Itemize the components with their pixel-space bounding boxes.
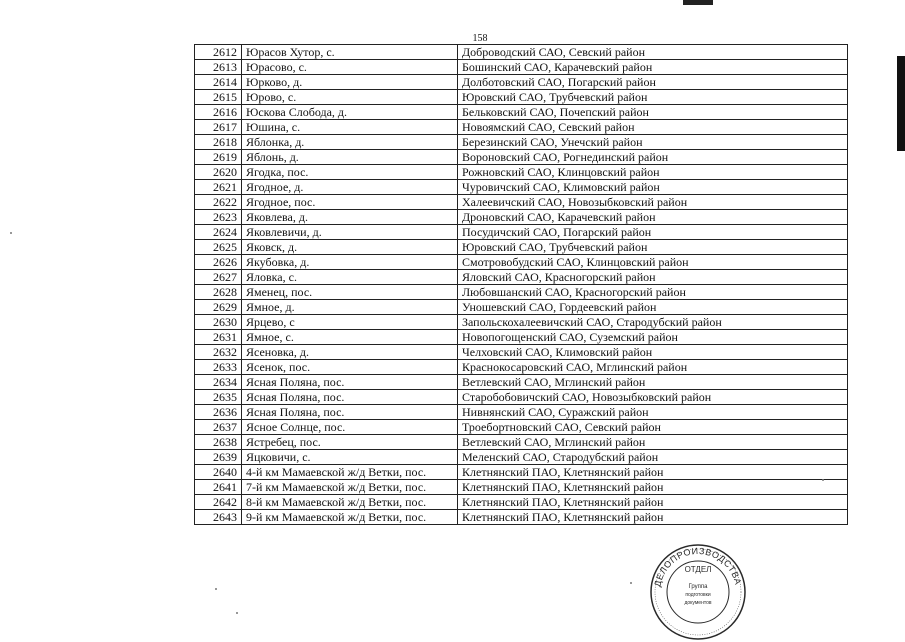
settlement-name: Ясная Поляна, пос. [242, 375, 458, 390]
row-number: 2636 [195, 405, 242, 420]
district-affiliation: Смотровобудский САО, Клинцовский район [458, 255, 848, 270]
settlement-name: 9-й км Мамаевской ж/д Ветки, пос. [242, 510, 458, 525]
table-row [195, 240, 848, 255]
district-affiliation: Яловский САО, Красногорский район [458, 270, 848, 285]
table-row [195, 330, 848, 345]
district-affiliation: Нивнянский САО, Суражский район [458, 405, 848, 420]
official-stamp [648, 542, 748, 642]
settlement-name: Юрасово, с. [242, 60, 458, 75]
row-number: 2612 [195, 45, 242, 60]
settlement-name: 7-й км Мамаевской ж/д Ветки, пос. [242, 480, 458, 495]
settlement-name: Юрасов Хутор, с. [242, 45, 458, 60]
district-affiliation: Долботовский САО, Погарский район [458, 75, 848, 90]
scan-speck [10, 232, 12, 234]
scan-edge-bar [897, 56, 905, 151]
row-number: 2627 [195, 270, 242, 285]
row-number: 2623 [195, 210, 242, 225]
settlement-name: Юрово, с. [242, 90, 458, 105]
settlement-name: Ясное Солнце, пос. [242, 420, 458, 435]
district-affiliation: Чуровичский САО, Климовский район [458, 180, 848, 195]
settlement-name: Ямное, с. [242, 330, 458, 345]
table-row [195, 60, 848, 75]
table-row [195, 135, 848, 150]
table-row [195, 435, 848, 450]
page-number: 158 [472, 33, 488, 44]
table-row [195, 75, 848, 90]
settlement-name: Яцковичи, с. [242, 450, 458, 465]
row-number: 2633 [195, 360, 242, 375]
district-affiliation: Клетнянский ПАО, Клетнянский район [458, 465, 848, 480]
district-affiliation: Юровский САО, Трубчевский район [458, 240, 848, 255]
row-number: 2638 [195, 435, 242, 450]
table-body [195, 45, 848, 525]
settlement-name: Яблонка, д. [242, 135, 458, 150]
district-affiliation: Любовшанский САО, Красногорский район [458, 285, 848, 300]
district-affiliation: Березинский САО, Унечский район [458, 135, 848, 150]
settlement-name: Яблонь, д. [242, 150, 458, 165]
table-row [195, 495, 848, 510]
row-number: 2622 [195, 195, 242, 210]
table-row [195, 345, 848, 360]
table-row [195, 225, 848, 240]
table-row [195, 315, 848, 330]
settlement-name: Ярцево, с [242, 315, 458, 330]
settlement-name: Яменец, пос. [242, 285, 458, 300]
district-affiliation: Ветлевский САО, Мглинский район [458, 375, 848, 390]
district-affiliation: Посудичский САО, Погарский район [458, 225, 848, 240]
row-number: 2626 [195, 255, 242, 270]
row-number: 2616 [195, 105, 242, 120]
settlement-name: Яковлева, д. [242, 210, 458, 225]
table-row [195, 510, 848, 525]
settlement-name: Ясная Поляна, пос. [242, 405, 458, 420]
row-number: 2625 [195, 240, 242, 255]
district-affiliation: Троебортновский САО, Севский район [458, 420, 848, 435]
scan-speck [236, 612, 238, 614]
settlement-name: 4-й км Мамаевской ж/д Ветки, пос. [242, 465, 458, 480]
settlement-name: Юшина, с. [242, 120, 458, 135]
scan-artifact-mark [683, 0, 713, 5]
table-row [195, 165, 848, 180]
settlement-name: Ягодное, пос. [242, 195, 458, 210]
row-number: 2619 [195, 150, 242, 165]
table-row [195, 300, 848, 315]
row-number: 2642 [195, 495, 242, 510]
district-affiliation: Рожновский САО, Клинцовский район [458, 165, 848, 180]
district-affiliation: Халеевичский САО, Новозыбковский район [458, 195, 848, 210]
district-affiliation: Уношевский САО, Гордеевский район [458, 300, 848, 315]
district-affiliation: Клетнянский ПАО, Клетнянский район [458, 510, 848, 525]
table-row [195, 210, 848, 225]
row-number: 2640 [195, 465, 242, 480]
stamp-center-line-3: документов [684, 600, 712, 606]
row-number: 2630 [195, 315, 242, 330]
district-affiliation: Бошинский САО, Карачевский район [458, 60, 848, 75]
settlement-name: 8-й км Мамаевской ж/д Ветки, пос. [242, 495, 458, 510]
row-number: 2632 [195, 345, 242, 360]
table-row [195, 45, 848, 60]
settlement-name: Юскова Слобода, д. [242, 105, 458, 120]
row-number: 2643 [195, 510, 242, 525]
scan-speck [215, 588, 217, 590]
row-number: 2635 [195, 390, 242, 405]
row-number: 2624 [195, 225, 242, 240]
settlement-name: Яловка, с. [242, 270, 458, 285]
district-affiliation: Юровский САО, Трубчевский район [458, 90, 848, 105]
table-row [195, 270, 848, 285]
settlement-name: Яковлевичи, д. [242, 225, 458, 240]
table-row [195, 285, 848, 300]
district-affiliation: Дроновский САО, Карачевский район [458, 210, 848, 225]
row-number: 2614 [195, 75, 242, 90]
row-number: 2639 [195, 450, 242, 465]
settlements-table [194, 44, 848, 525]
settlement-name: Яковск, д. [242, 240, 458, 255]
table-row [195, 105, 848, 120]
row-number: 2641 [195, 480, 242, 495]
district-affiliation: Новопогощенский САО, Суземский район [458, 330, 848, 345]
table-row [195, 465, 848, 480]
settlement-name: Ясная Поляна, пос. [242, 390, 458, 405]
table-row [195, 390, 848, 405]
table-row [195, 420, 848, 435]
settlement-name: Ясенок, пос. [242, 360, 458, 375]
row-number: 2637 [195, 420, 242, 435]
table-row [195, 195, 848, 210]
settlement-name: Ягодное, д. [242, 180, 458, 195]
table-row [195, 180, 848, 195]
scan-speck [822, 479, 824, 481]
row-number: 2615 [195, 90, 242, 105]
district-affiliation: Новоямский САО, Севский район [458, 120, 848, 135]
settlement-name: Якубовка, д. [242, 255, 458, 270]
district-affiliation: Старобобовичский САО, Новозыбковский район [458, 390, 848, 405]
district-affiliation: Ветлевский САО, Мглинский район [458, 435, 848, 450]
district-affiliation: Клетнянский ПАО, Клетнянский район [458, 495, 848, 510]
table-row [195, 360, 848, 375]
row-number: 2631 [195, 330, 242, 345]
settlement-name: Ясеновка, д. [242, 345, 458, 360]
row-number: 2621 [195, 180, 242, 195]
stamp-title: ОТДЕЛ [684, 565, 712, 574]
table-row [195, 120, 848, 135]
row-number: 2628 [195, 285, 242, 300]
district-affiliation: Краснокосаровский САО, Мглинский район [458, 360, 848, 375]
table-row [195, 450, 848, 465]
row-number: 2618 [195, 135, 242, 150]
table-row [195, 90, 848, 105]
row-number: 2613 [195, 60, 242, 75]
district-affiliation: Челховский САО, Климовский район [458, 345, 848, 360]
row-number: 2617 [195, 120, 242, 135]
settlement-name: Ямное, д. [242, 300, 458, 315]
district-affiliation: Клетнянский ПАО, Клетнянский район [458, 480, 848, 495]
row-number: 2629 [195, 300, 242, 315]
scan-speck [630, 582, 632, 584]
stamp-ring-text: ДЕЛОПРОИЗВОДСТВА [652, 545, 744, 588]
stamp-center-line-2: подготовки [685, 592, 711, 598]
settlement-name: Ястребец, пос. [242, 435, 458, 450]
table-row [195, 150, 848, 165]
row-number: 2620 [195, 165, 242, 180]
table-row [195, 375, 848, 390]
district-affiliation: Бельковский САО, Почепский район [458, 105, 848, 120]
district-affiliation: Доброводский САО, Севский район [458, 45, 848, 60]
district-affiliation: Меленский САО, Стародубский район [458, 450, 848, 465]
settlement-name: Юрково, д. [242, 75, 458, 90]
row-number: 2634 [195, 375, 242, 390]
table-row [195, 405, 848, 420]
district-affiliation: Вороновский САО, Рогнединский район [458, 150, 848, 165]
district-affiliation: Запольскохалеевичский САО, Стародубский район [458, 315, 848, 330]
stamp-center-line-1: Группа [688, 584, 708, 590]
settlement-name: Ягодка, пос. [242, 165, 458, 180]
table-row [195, 255, 848, 270]
table-row [195, 480, 848, 495]
